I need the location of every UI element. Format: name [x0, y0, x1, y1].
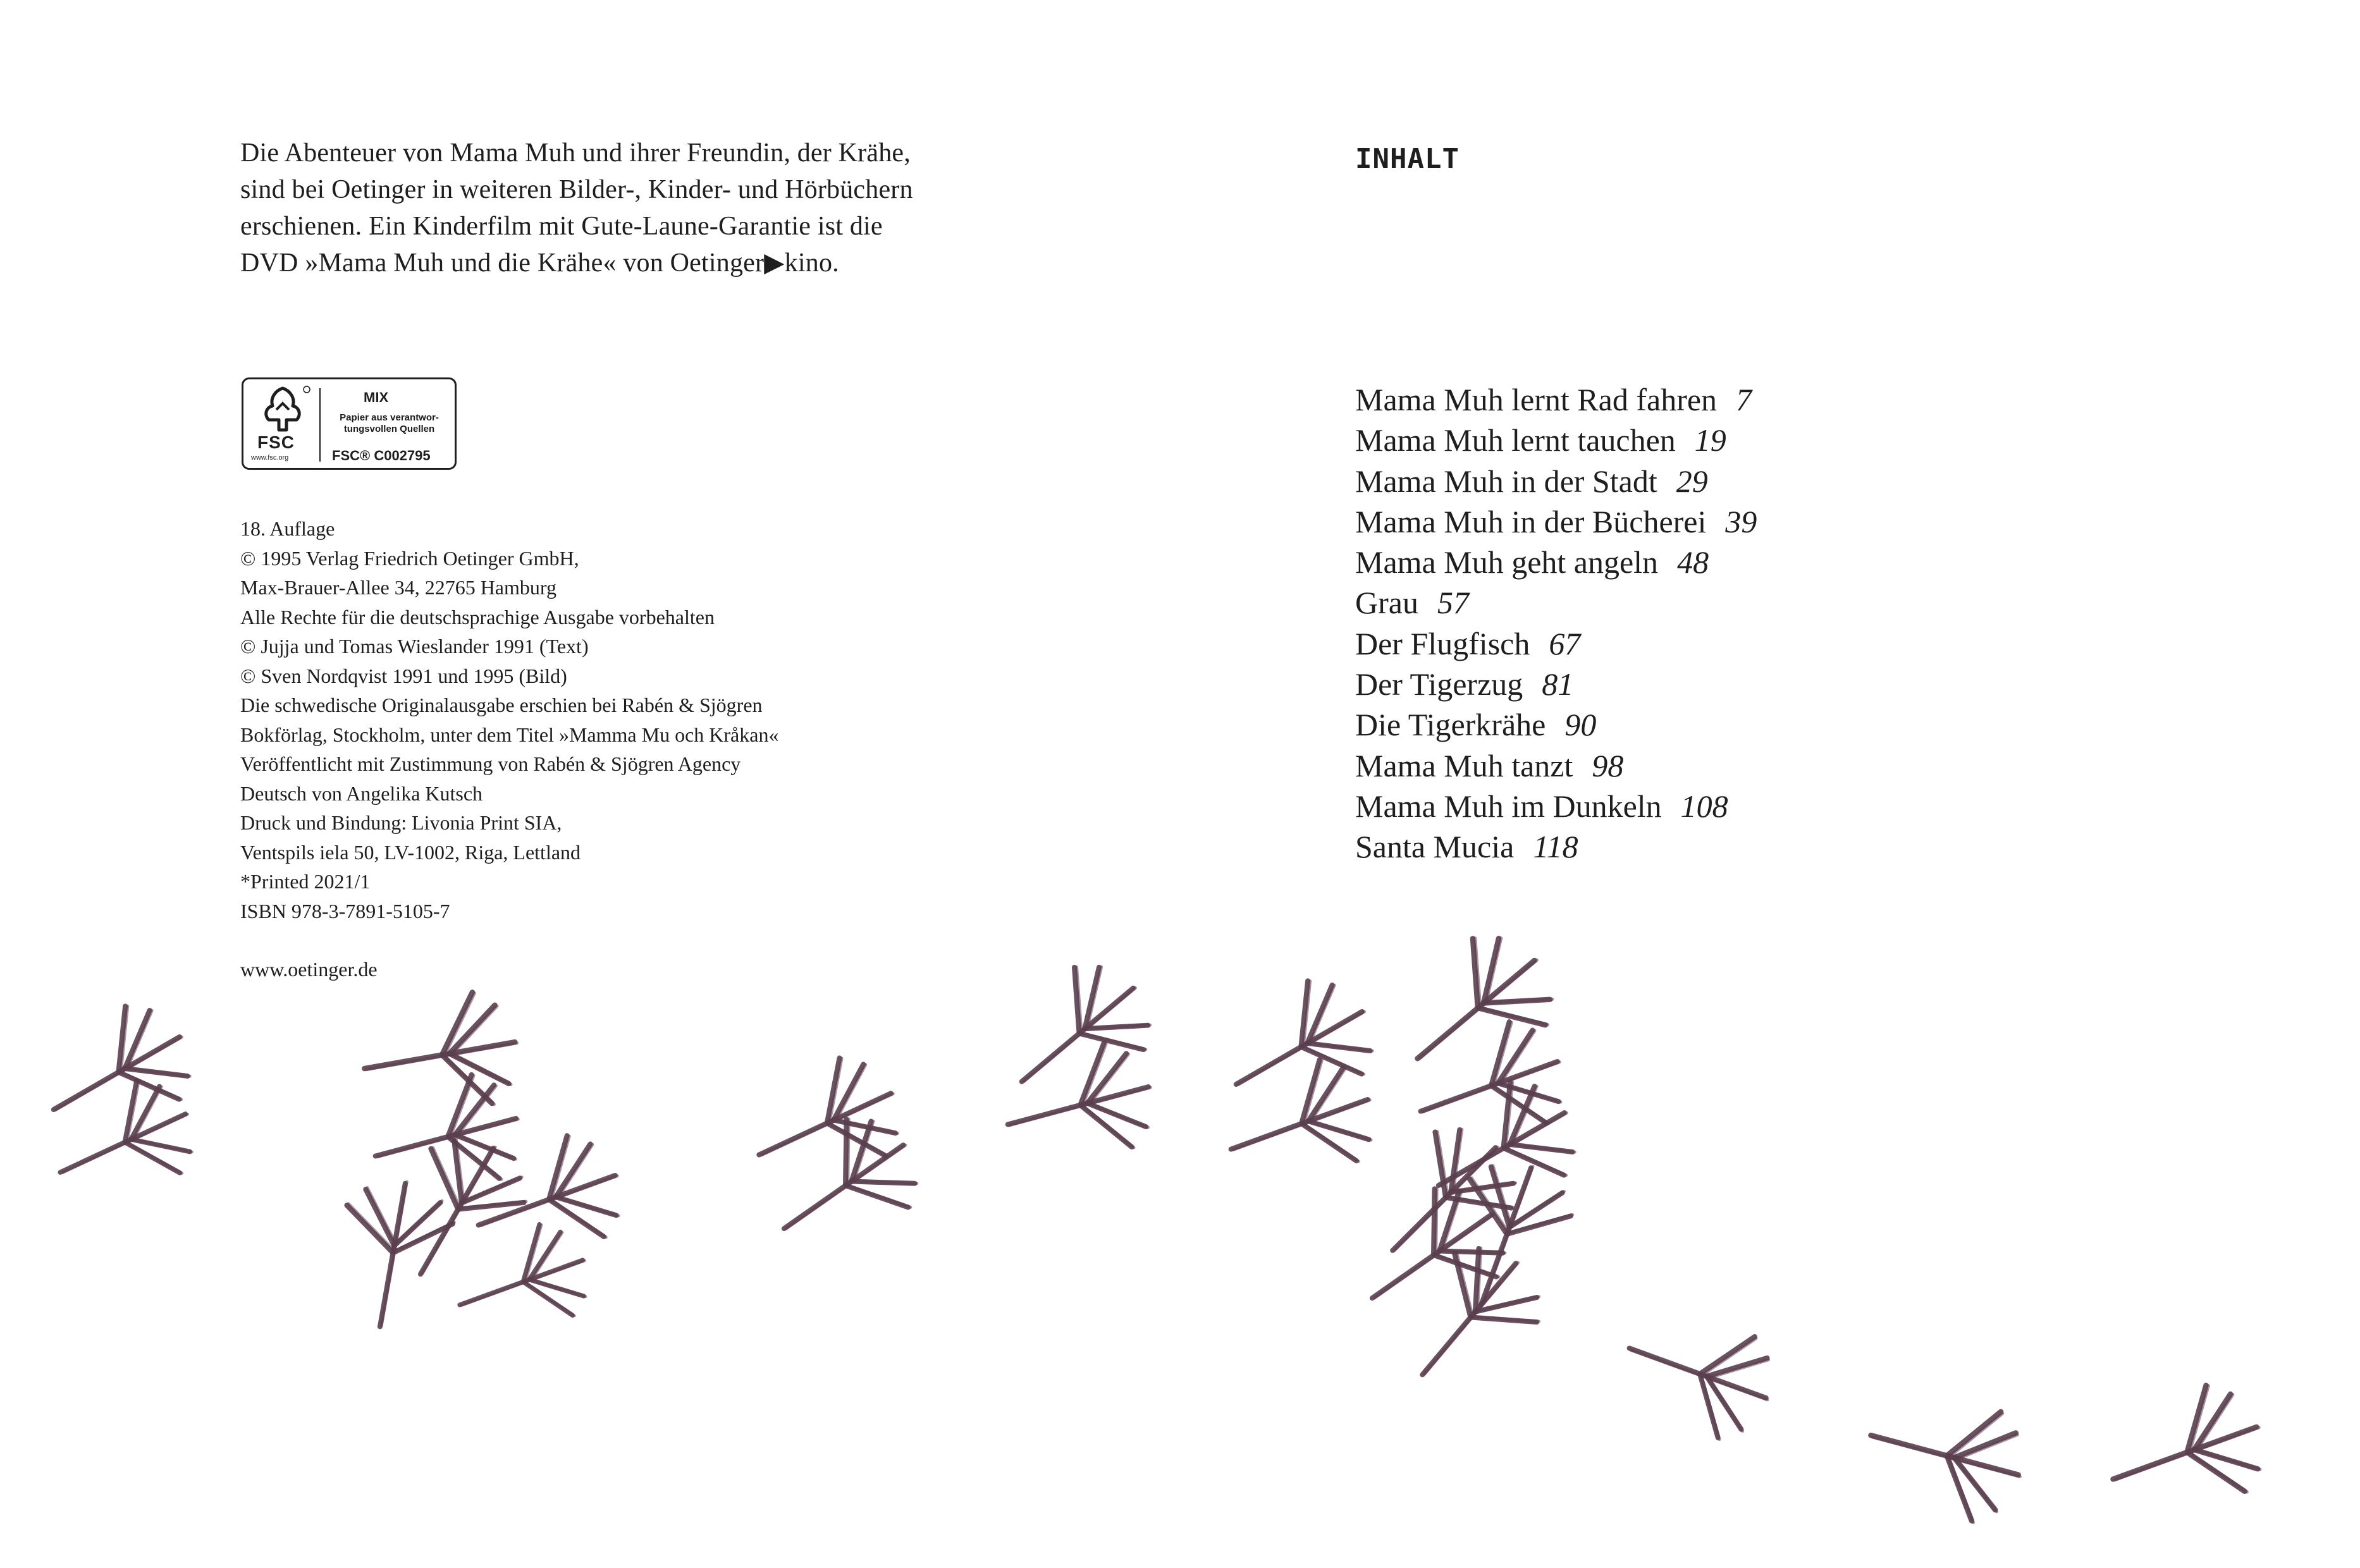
footprint-stroke: [1083, 1009, 1146, 1074]
imprint-line: Max-Brauer-Allee 34, 22765 Hamburg: [240, 576, 556, 599]
toc-title: Der Tigerzug: [1355, 666, 1523, 702]
footprint-stroke: [1423, 1062, 1559, 1112]
footprint-mark: [327, 1172, 460, 1336]
toc-page-number: 90: [1564, 707, 1597, 743]
toc-title: Santa Mucia: [1355, 829, 1515, 865]
toc-title: Mama Muh geht angeln: [1355, 544, 1659, 580]
imprint-line: *Printed 2021/1: [240, 870, 371, 893]
website-link[interactable]: www.oetinger.de: [240, 958, 378, 981]
toc-title: Mama Muh tanzt: [1355, 747, 1573, 783]
toc-page-number: 19: [1694, 422, 1726, 458]
toc-title: Mama Muh in der Bücherei: [1355, 503, 1707, 539]
fsc-text-line: Papier aus verantwor-: [340, 412, 439, 423]
toc-page-number: 98: [1592, 747, 1624, 783]
imprint-line: © Jujja und Tomas Wieslander 1991 (Text): [240, 635, 589, 658]
footprint-mark: [753, 1100, 937, 1274]
fsc-url: www.fsc.org: [251, 454, 289, 462]
footprint-mark: [1381, 1227, 1559, 1410]
footprint-mark: [355, 986, 527, 1125]
footprint-mark: [2094, 1373, 2278, 1533]
fsc-mix: MIX: [364, 389, 389, 405]
toc-title: Mama Muh lernt tauchen: [1355, 422, 1676, 458]
footprint-mark: [1381, 916, 1573, 1103]
toc-title: Der Flugfisch: [1355, 625, 1530, 661]
toc-page-number: 81: [1542, 666, 1574, 702]
toc-page-number: 108: [1680, 788, 1728, 824]
footprint-mark: [1611, 1298, 1786, 1450]
footprint-stroke: [1482, 983, 1547, 1050]
toc-page-number: 7: [1736, 382, 1752, 417]
footprint-mark: [1856, 1381, 2035, 1531]
imprint-line: ISBN 978-3-7891-5105-7: [240, 899, 450, 922]
intro-line: sind bei Oetinger in weiteren Bilder-, Kinder- und Hörbüchern: [240, 175, 913, 204]
toc-page-number: 67: [1549, 625, 1581, 661]
toc-title: Mama Muh in der Stadt: [1355, 463, 1657, 499]
imprint-line: Alle Rechte für die deutschsprachige Ausgabe vorbehalten: [240, 605, 715, 628]
imprint-line: Bokförlag, Stockholm, unter dem Titel »Mamma Mu och Kråkan«: [240, 723, 779, 746]
imprint-line: 18. Auflage: [240, 517, 335, 540]
footprint-stroke: [63, 1114, 188, 1172]
imprint-line: Ventspils iela 50, LV-1002, Riga, Lettland: [240, 840, 581, 864]
toc-page-number: 48: [1677, 544, 1709, 580]
fsc-code: FSC® C002795: [332, 448, 431, 463]
footprint-mark: [987, 946, 1170, 1124]
toc-heading: INHALT: [1355, 143, 1460, 175]
toc-page-number: 29: [1676, 463, 1708, 499]
toc-title: Mama Muh lernt Rad fahren: [1355, 382, 1718, 417]
intro-line: Die Abenteuer von Mama Muh und ihrer Freundin, der Krähe,: [240, 138, 911, 168]
footprint-stroke: [854, 1153, 917, 1213]
toc-page-number: 57: [1437, 585, 1469, 621]
imprint-line: © Sven Nordqvist 1991 und 1995 (Bild): [240, 664, 567, 687]
fsc-text-line: tungsvollen Quellen: [343, 424, 435, 434]
footprint-mark: [1213, 1048, 1389, 1201]
footprint-mark: [994, 1034, 1165, 1177]
imprint-line: Die schwedische Originalausgabe erschien bei Rabén & Sjögren: [240, 694, 763, 716]
footprint-stroke: [462, 1261, 585, 1306]
intro-line: erschienen. Ein Kinderfilm mit Gute-Laune-Garantie ist die: [240, 212, 883, 241]
footprint-mark: [1209, 964, 1391, 1132]
imprint-line: Druck und Bindung: Livonia Print SIA,: [240, 811, 562, 834]
footprint-mark: [39, 1067, 209, 1220]
footprint-stroke: [381, 1182, 407, 1325]
toc-title: Grau: [1355, 585, 1418, 621]
imprint-line: © 1995 Verlag Friedrich Oetinger GmbH,: [240, 546, 579, 570]
footprint-stroke: [1233, 1100, 1370, 1150]
fsc-label: FSC: [257, 432, 295, 452]
imprint-line: Veröffentlicht mit Zustimmung von Rabén & Sjögren Agency: [240, 752, 741, 775]
footprint-stroke: [1631, 1350, 1767, 1400]
toc-page-number: 118: [1533, 829, 1578, 865]
footprint-mark: [443, 1214, 601, 1351]
toc-page-number: 39: [1725, 503, 1757, 539]
footprint-stroke: [2115, 1428, 2259, 1480]
intro-line: DVD »Mama Muh und die Krähe« von Oetinger▶kino.: [240, 248, 839, 278]
toc-title: Die Tigerkrähe: [1355, 707, 1546, 743]
toc-title: Mama Muh im Dunkeln: [1355, 788, 1662, 824]
footprint-stroke: [367, 1043, 517, 1070]
footprint-mark: [27, 989, 209, 1157]
imprint-line: Deutsch von Angelika Kutsch: [240, 781, 483, 805]
footprint-mark: [1403, 1010, 1578, 1163]
footprint-stroke: [1477, 1272, 1539, 1335]
